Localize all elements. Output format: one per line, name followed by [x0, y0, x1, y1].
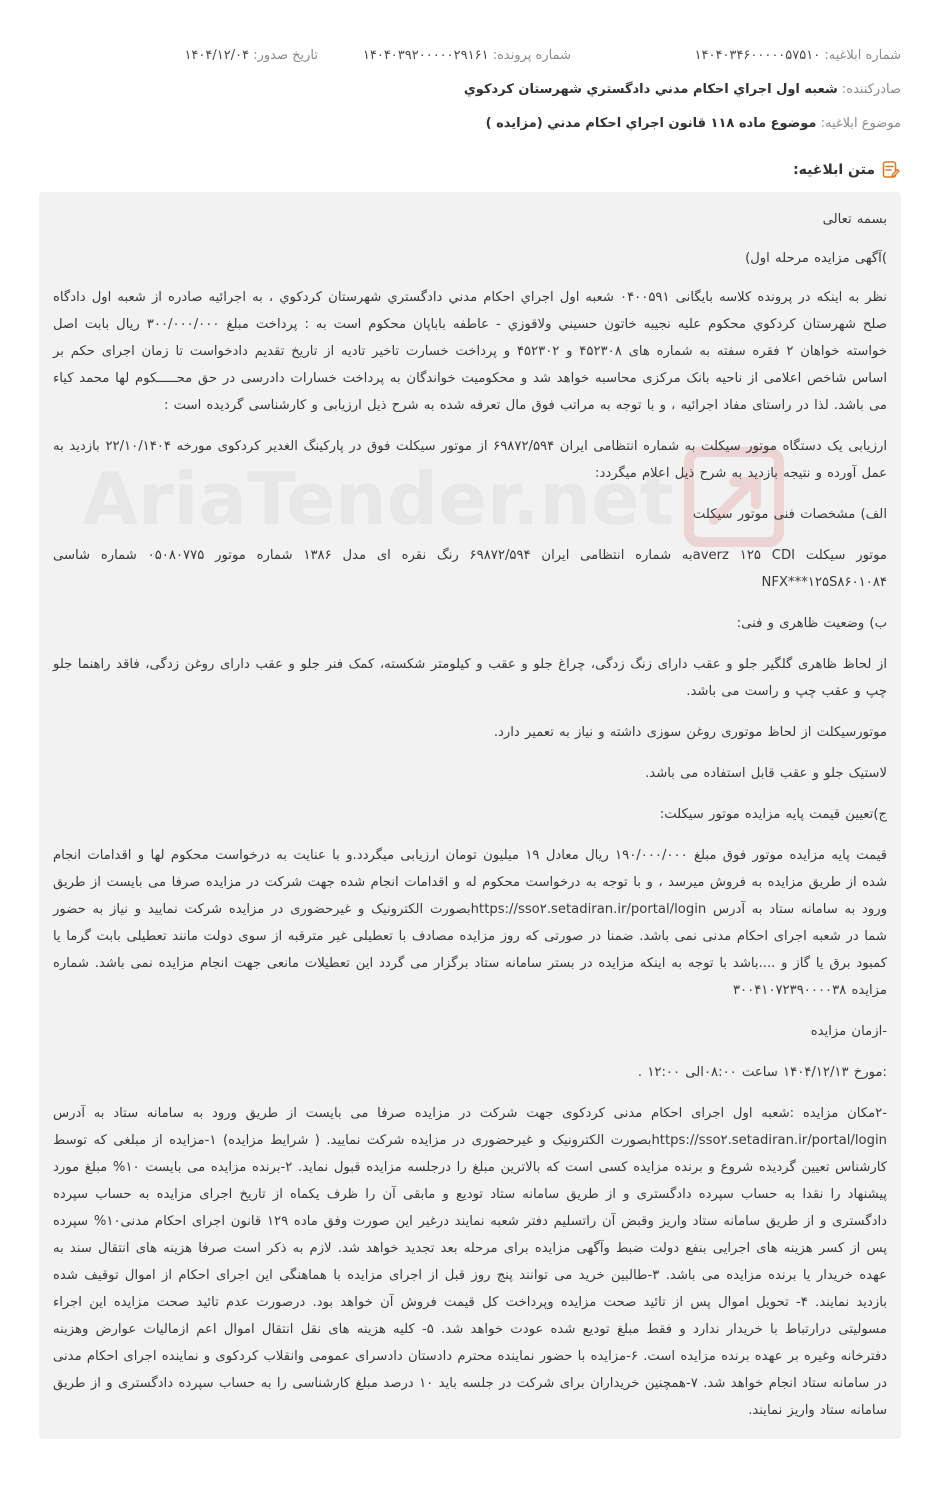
issuer-label: صادرکننده:	[841, 82, 901, 97]
issue-date-value: ۱۴۰۴/۱۲/۰۴	[184, 48, 250, 63]
notice-paragraph: )آگهی مزایده مرحله اول)	[745, 251, 887, 266]
case-number-label: شماره پرونده:	[492, 48, 571, 63]
notice-paragraph: موتورسیکلت از لحاظ موتوری روغن سوزی داشته و نیاز به تعمیر دارد.	[493, 725, 887, 740]
issuer-value: شعبه اول اجراي احکام مدني دادگستري شهرستان کردکوي	[463, 82, 838, 97]
issue-date	[184, 46, 318, 66]
document-edit-icon	[881, 160, 901, 180]
issuer-row	[38, 80, 901, 100]
issue-date-label: تاريخ صدور:	[253, 48, 318, 63]
notice-paragraph: موتور سیکلت averz ۱۲۵ CDIبه شماره انتظامی ایران ۶۹۸۷۲/۵۹۴ رنگ نقره ای مدل ۱۳۸۶ شماره موتور ۰۵۰۸۰۷۷۵ شماره شاسی NFX***۱۲۵S۸۶۰۱۰۸۴	[53, 548, 887, 590]
notice-body	[39, 192, 901, 1439]
subject-value: موضوع ماده ۱۱۸ قانون اجراي احکام مدني (مزايده )	[485, 116, 817, 131]
notice-paragraph: ارزیابی یک دستگاه موتور سیکلت به شماره انتظامی ایران ۶۹۸۷۲/۵۹۴ از موتور سیکلت فوق در پارکینگ الغدیر کردکوی مورخه ۲۲/۱۰/۱۴۰۴ بازدید به عمل آورده و نتیجه بازدید به شرح ذیل اعلام میگردد:	[53, 439, 888, 481]
subject-label: موضوع ابلاغيه:	[820, 116, 901, 131]
subject-row	[38, 114, 901, 134]
notice-paragraph: قیمت پایه مزایده موتور فوق مبلغ ۱۹۰/۰۰۰/۰۰۰ ریال معادل ۱۹ میلیون تومان ارزیابی میگردد.و با عنایت به درخواست محکوم لها و اقدامات انجام شده از طریق مزایده به فروش میرسد ، و با توجه به درخواست محکوم له و اقدامات انجام شده جهت شرکت در مزایده صرفا می بایست از طریق ورود به سامانه ستاد به آدرس https://sso۲.setadiran.ir/portal/loginبصورت الکترونیک و غیرحضوری در مزایده شرکت نمایید و نیاز به حضور شما در شعبه اجرای احکام مدنی نمی باشد. ضمنا در صورتی که روز مزایده مصادف با تعطیلی غیر مترقبه از سوی دولت مانند تعطیلی بابت گرما یا کمبود برق یا گاز و ....باشد با توجه به اینکه مزایده در بستر سامانه ستاد برگزار می گردد این تعطیلات مانعی جهت انجام مزایده نمی باشد. شماره مزایده ۳۰۰۴۱۰۷۲۳۹۰۰۰۰۳۸	[53, 848, 887, 998]
case-number	[363, 46, 571, 66]
notice-paragraph: ج)تعیین قیمت پایه مزایده موتور سیکلت:	[659, 807, 887, 822]
notice-paragraph: :مورخ ۱۴۰۴/۱۲/۱۳ ساعت ۰۸:۰۰الی ۱۲:۰۰ .	[637, 1065, 887, 1080]
notice-paragraph: بسمه تعالی	[822, 212, 887, 227]
notice-number-value: ۱۴۰۴۰۳۴۶۰۰۰۰۰۵۷۵۱۰	[694, 48, 821, 63]
notice-paragraph: ب) وضعیت ظاهری و فنی:	[736, 616, 887, 631]
notice-paragraph: الف) مشخصات فنی موتور سیکلت	[692, 507, 887, 522]
notice-paragraph: لاستیک جلو و عقب قابل استفاده می باشد.	[645, 766, 887, 781]
notice-number	[695, 46, 901, 66]
notice-paragraph: نظر به اینکه در پرونده کلاسه بایگانی ۰۴۰۰۵۹۱ شعبه اول اجراي احکام مدني دادگستري شهرستان کردکوي ، به اجرائیه صادره از شعبه اول دادگاه صلح شهرستان کردکوي محکوم علیه نجیبه خاتون حسيني ولاقوزي - عاطفه باباپان محکوم است به : پرداخت مبلغ ۳۰۰/۰۰۰/۰۰۰ ریال بابت اصل خواسته خواهان ۲ فقره سفته به شماره های ۴۵۲۳۰۸ و ۴۵۲۳۰۲ و پرداخت خسارت تاخیر تادیه از تاریخ تقدیم دادخواست تا زمان اجرای حکم بر اساس شاخص اعلامی از ناحیه بانک مرکزی محاسبه خواهد شد و محکومیت خواندگان به پرداخت خسارات دادرسی در حق محـــــکوم لها محمد کیاء می باشد. لذا در راستای مفاد اجرائیه ، و با توجه به مراتب فوق مال تعرفه شده به شرح ذیل ارزیابی و کارشناسی گردیده است :	[53, 290, 887, 413]
notice-text-title: متن ابلاغيه:	[793, 162, 875, 178]
notice-paragraph: -۲مکان مزایده :شعبه اول اجرای احکام مدنی کردکوی جهت شرکت در مزایده صرفا می بایست از طریق ورود به سامانه ستاد به آدرس https://sso۲.setadiran.ir/portal/loginبصورت الکترونیک و غیرحضوری در مزایده شرکت نمایید. ( شرایط مزایده) ۱-مزایده از مبلغی که توسط کارشناس تعیین گردیده شروع و برنده مزایده کسی است که بالاترین مبلغ را درجلسه مزایده قبول نماید. ۲-برنده مزایده می بایست ۱۰% مبلغ مورد پیشنهاد را نقدا به حساب سپرده دادگستری و از طریق سامانه ستاد تودیع و مابقی آن را ظرف یکماه از تاریخ اجرای مزایده به حساب سپرده دادگستری و از طریق سامانه ستاد واریز وقبض آن راتسلیم دفتر شعبه نمایند درغیر این صورت وفق ماده ۱۲۹ قانون اجرای احکام مدنی۱۰% سپرده پس از کسر هزینه های اجرایی بنفع دولت ضبط وآگهی مزایده برای مرحله بعد تجدید خواهد شد. لازم به ذکر است صرفا هزینه های انتقال سند به عهده خریدار یا برنده مزایده می باشد. ۳-طالبین خرید می توانند پنج روز قبل از اجرای مزایده با هماهنگی این اجرای احکام از اموال توقیف شده بازدید نمایند. ۴- تحویل اموال پس از تائید صحت مزایده وپرداخت کل قیمت فروش آن خواهد بود. درصورت عدم تائید صحت مزایده این اجراء مسولیتی درارتباط با خریدار ندارد و فقط مبلغ تودیع شده عودت خواهد شد. ۵- کلیه هزینه های نقل انتقال اموال اعم ازمالیات عوارض وهزینه دفترخانه وغیره بر عهده برنده مزایده است. ۶-مزایده با حضور نماینده محترم دادستان دادسرای عمومی وانقلاب کردکوی و نماینده اجرای احکام مدنی در سامانه ستاد انجام خواهد شد. ۷-همچنین خریداران برای شرکت در جلسه باید ۱۰ درصد مبلغ کارشناسی را به حساب سپرده دادگستری و از طریق سامانه ستاد واریز نمایند.	[53, 1106, 888, 1418]
notice-text-heading	[793, 160, 901, 180]
watermark-text: AriaTender.net	[82, 457, 674, 541]
notice-paragraph: -ازمان مزایده	[810, 1024, 887, 1039]
case-number-value: ۱۴۰۴۰۳۹۲۰۰۰۰۰۲۹۱۶۱	[362, 48, 489, 63]
notice-paragraph: از لحاظ ظاهری گلگیر جلو و عقب دارای زنگ زدگی، چراغ جلو و عقب و کیلومتر شکسته، کمک فنر جلو و عقب دارای روغن زدگی، فاقد راهنما جلو چپ و عقب چپ و راست می باشد.	[53, 657, 887, 699]
notice-number-label: شماره ابلاغيه:	[824, 48, 901, 63]
